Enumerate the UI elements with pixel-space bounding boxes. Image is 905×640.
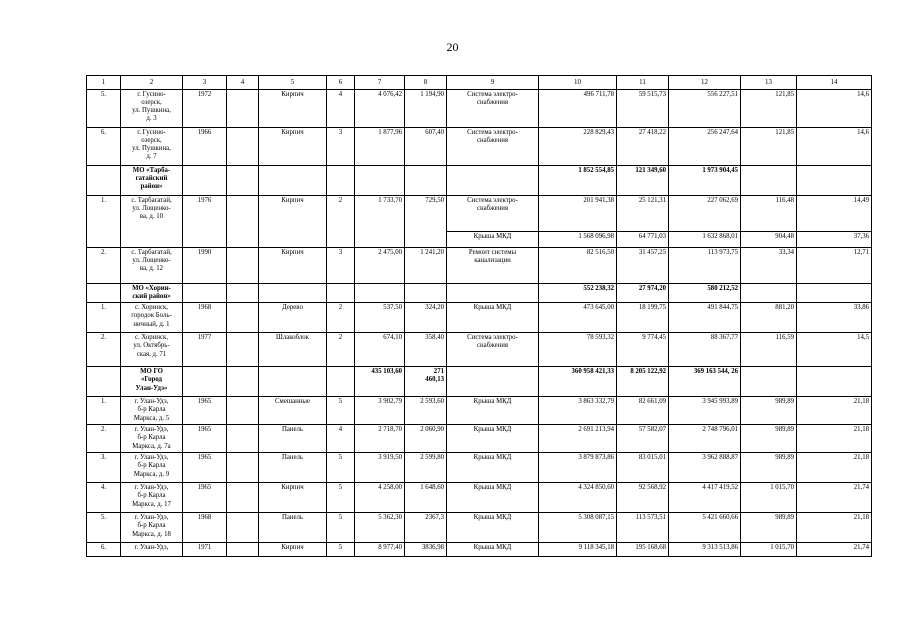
year-cell: 1972 bbox=[183, 90, 227, 128]
area-living-cell: 1 194,90 bbox=[405, 90, 447, 128]
cost-per-unit-cell: 881,20 bbox=[741, 303, 797, 333]
material-cell: Кирпич bbox=[259, 543, 327, 557]
material-cell: Кирпич bbox=[259, 196, 327, 248]
floors-cell: 2 bbox=[327, 333, 355, 367]
housing-repair-table bbox=[86, 75, 872, 557]
row-number-cell bbox=[87, 166, 121, 196]
rate-cell: 21,74 bbox=[797, 483, 872, 513]
rate-cell: 21,18 bbox=[797, 425, 872, 453]
cost-cell: 1 568 096,98 bbox=[539, 232, 617, 248]
empty-cell bbox=[227, 90, 259, 128]
rate-cell: 12,71 bbox=[797, 248, 872, 284]
cost-total-cell: 9 313 513,86 bbox=[669, 543, 741, 557]
cost-extra-cell: 121 349,60 bbox=[617, 166, 669, 196]
page-number: 20 bbox=[446, 40, 459, 54]
cost-cell: 1 852 554,85 bbox=[539, 166, 617, 196]
material-cell bbox=[259, 367, 327, 397]
rate-cell: 37,36 bbox=[797, 232, 872, 248]
area-living-cell bbox=[405, 284, 447, 303]
cost-cell: 473 645,00 bbox=[539, 303, 617, 333]
address-cell: г. Гусино- озерск, ул. Пушкина, д. 7 bbox=[121, 128, 183, 166]
cost-cell: 5 308 087,15 bbox=[539, 513, 617, 543]
column-number-cell: 8 bbox=[405, 76, 447, 90]
work-type-cell: Крыша МКД bbox=[447, 513, 539, 543]
address-cell: г. Улан-Удэ, б-р Карла Маркса, д. 18 bbox=[121, 513, 183, 543]
cost-extra-cell: 82 661,09 bbox=[617, 397, 669, 425]
address-cell: г. Гусино- озерск, ул. Пушкина, д. 3 bbox=[121, 90, 183, 128]
floors-cell: 4 bbox=[327, 425, 355, 453]
area-living-cell: 324,20 bbox=[405, 303, 447, 333]
row-number-cell: 1. bbox=[87, 397, 121, 425]
floors-cell bbox=[327, 166, 355, 196]
cost-total-cell: 556 227,51 bbox=[669, 90, 741, 128]
cost-total-cell: 580 212,52 bbox=[669, 284, 741, 303]
year-cell: 1971 bbox=[183, 543, 227, 557]
cost-per-unit-cell: 904,48 bbox=[741, 232, 797, 248]
cost-cell: 496 711,78 bbox=[539, 90, 617, 128]
floors-cell: 5 bbox=[327, 453, 355, 483]
material-cell: Панель bbox=[259, 453, 327, 483]
column-number-cell: 4 bbox=[227, 76, 259, 90]
address-cell: МО ГО «Город Улан-Удэ» bbox=[121, 367, 183, 397]
floors-cell: 2 bbox=[327, 196, 355, 248]
cost-per-unit-cell: 33,34 bbox=[741, 248, 797, 284]
row-number-cell: 5. bbox=[87, 90, 121, 128]
cost-per-unit-cell: 116,48 bbox=[741, 196, 797, 232]
material-cell: Панель bbox=[259, 513, 327, 543]
cost-total-cell: 491 844,75 bbox=[669, 303, 741, 333]
address-cell: с. Хоринск, городок Боль- ничный, д. 1 bbox=[121, 303, 183, 333]
table-row bbox=[87, 483, 872, 513]
area-living-cell: 3836,98 bbox=[405, 543, 447, 557]
area-total-cell: 8 977,40 bbox=[355, 543, 405, 557]
cost-total-cell: 3 962 888,87 bbox=[669, 453, 741, 483]
year-cell: 1976 bbox=[183, 196, 227, 248]
column-number-cell: 11 bbox=[617, 76, 669, 90]
cost-per-unit-cell: 121,85 bbox=[741, 90, 797, 128]
cost-total-cell: 113 973,75 bbox=[669, 248, 741, 284]
rate-cell: 21,18 bbox=[797, 397, 872, 425]
column-number-cell: 1 bbox=[87, 76, 121, 90]
row-number-cell: 6. bbox=[87, 128, 121, 166]
cost-total-cell: 369 163 544, 26 bbox=[669, 367, 741, 397]
column-number-cell: 5 bbox=[259, 76, 327, 90]
cost-per-unit-cell: 989,89 bbox=[741, 453, 797, 483]
table-row bbox=[87, 196, 872, 232]
empty-cell bbox=[227, 196, 259, 248]
column-number-cell: 9 bbox=[447, 76, 539, 90]
table-row bbox=[87, 397, 872, 425]
year-cell: 1965 bbox=[183, 397, 227, 425]
area-living-cell: 729,50 bbox=[405, 196, 447, 248]
cost-cell: 2 691 213,94 bbox=[539, 425, 617, 453]
area-living-cell: 2367,3 bbox=[405, 513, 447, 543]
column-number-cell: 12 bbox=[669, 76, 741, 90]
column-number-cell: 6 bbox=[327, 76, 355, 90]
row-number-cell: 2. bbox=[87, 248, 121, 284]
table-row bbox=[87, 333, 872, 367]
area-total-cell bbox=[355, 166, 405, 196]
cost-total-cell: 256 247,64 bbox=[669, 128, 741, 166]
address-cell: г. Улан-Удэ, б-р Карла Маркса, д. 9 bbox=[121, 453, 183, 483]
cost-cell: 201 941,38 bbox=[539, 196, 617, 232]
row-number-cell: 3. bbox=[87, 453, 121, 483]
area-total-cell bbox=[355, 284, 405, 303]
work-type-cell: Крыша МКД bbox=[447, 397, 539, 425]
area-living-cell: 2 060,90 bbox=[405, 425, 447, 453]
year-cell bbox=[183, 166, 227, 196]
rate-cell bbox=[797, 367, 872, 397]
table-row bbox=[87, 453, 872, 483]
empty-cell bbox=[227, 284, 259, 303]
rate-cell: 21,18 bbox=[797, 513, 872, 543]
row-number-cell: 2. bbox=[87, 333, 121, 367]
area-total-cell: 5 362,30 bbox=[355, 513, 405, 543]
rate-cell: 14,5 bbox=[797, 333, 872, 367]
work-type-cell: Ремонт системы канализации bbox=[447, 248, 539, 284]
cost-extra-cell: 57 582,07 bbox=[617, 425, 669, 453]
area-living-cell: 2 599,80 bbox=[405, 453, 447, 483]
rate-cell: 14,6 bbox=[797, 90, 872, 128]
address-cell: г. Улан-Удэ, б-р Карла Маркса, д. 17 bbox=[121, 483, 183, 513]
year-cell bbox=[183, 284, 227, 303]
cost-extra-cell: 8 205 122,92 bbox=[617, 367, 669, 397]
floors-cell bbox=[327, 367, 355, 397]
empty-cell bbox=[227, 513, 259, 543]
year-cell: 1965 bbox=[183, 453, 227, 483]
cost-cell: 3 863 332,79 bbox=[539, 397, 617, 425]
rate-cell bbox=[797, 166, 872, 196]
row-number-cell: 4. bbox=[87, 483, 121, 513]
area-total-cell: 1 733,70 bbox=[355, 196, 405, 248]
row-number-cell: 5. bbox=[87, 513, 121, 543]
cost-total-cell: 3 945 993,89 bbox=[669, 397, 741, 425]
area-total-cell: 3 902,79 bbox=[355, 397, 405, 425]
area-total-cell: 1 877,96 bbox=[355, 128, 405, 166]
cost-extra-cell: 92 568,92 bbox=[617, 483, 669, 513]
address-cell: с. Тарбагатай, ул. Лощенко- ва, д. 10 bbox=[121, 196, 183, 248]
work-type-cell: Крыша МКД bbox=[447, 543, 539, 557]
cost-extra-cell: 64 771,03 bbox=[617, 232, 669, 248]
cost-cell: 4 324 850,60 bbox=[539, 483, 617, 513]
row-number-cell: 1. bbox=[87, 303, 121, 333]
year-cell: 1966 bbox=[183, 128, 227, 166]
empty-cell bbox=[227, 483, 259, 513]
work-type-cell bbox=[447, 367, 539, 397]
area-living-cell: 271 460,13 bbox=[405, 367, 447, 397]
area-living-cell: 2 593,60 bbox=[405, 397, 447, 425]
rate-cell: 21,18 bbox=[797, 453, 872, 483]
table-row bbox=[87, 248, 872, 284]
work-type-cell: Система электро- снабжения bbox=[447, 90, 539, 128]
material-cell: Кирпич bbox=[259, 248, 327, 284]
cost-per-unit-cell bbox=[741, 284, 797, 303]
year-cell: 1965 bbox=[183, 425, 227, 453]
year-cell: 1990 bbox=[183, 248, 227, 284]
year-cell bbox=[183, 367, 227, 397]
cost-cell: 82 516,50 bbox=[539, 248, 617, 284]
column-number-cell: 2 bbox=[121, 76, 183, 90]
material-cell: Смешанные bbox=[259, 397, 327, 425]
cost-extra-cell: 25 121,31 bbox=[617, 196, 669, 232]
area-total-cell: 3 919,50 bbox=[355, 453, 405, 483]
address-cell: с. Тарбагатай, ул. Лощенко- ва, д. 12 bbox=[121, 248, 183, 284]
cost-extra-cell: 27 974,20 bbox=[617, 284, 669, 303]
table-row bbox=[87, 543, 872, 557]
column-number-cell: 10 bbox=[539, 76, 617, 90]
area-living-cell: 1 241,20 bbox=[405, 248, 447, 284]
area-total-cell: 4 076,42 bbox=[355, 90, 405, 128]
work-type-cell: Система электро- снабжения bbox=[447, 196, 539, 232]
cost-total-cell: 227 062,69 bbox=[669, 196, 741, 232]
cost-per-unit-cell: 121,85 bbox=[741, 128, 797, 166]
year-cell: 1965 bbox=[183, 483, 227, 513]
empty-cell bbox=[227, 367, 259, 397]
material-cell bbox=[259, 166, 327, 196]
area-living-cell: 358,40 bbox=[405, 333, 447, 367]
empty-cell bbox=[227, 453, 259, 483]
floors-cell: 5 bbox=[327, 397, 355, 425]
address-cell: МО «Тарба- гатайский район» bbox=[121, 166, 183, 196]
material-cell: Кирпич bbox=[259, 483, 327, 513]
cost-total-cell: 88 367,77 bbox=[669, 333, 741, 367]
year-cell: 1977 bbox=[183, 333, 227, 367]
floors-cell: 5 bbox=[327, 543, 355, 557]
rate-cell bbox=[797, 284, 872, 303]
empty-cell bbox=[227, 128, 259, 166]
cost-cell: 78 593,32 bbox=[539, 333, 617, 367]
cost-extra-cell: 18 199,75 bbox=[617, 303, 669, 333]
row-number-cell: 1. bbox=[87, 196, 121, 248]
empty-cell bbox=[227, 397, 259, 425]
cost-per-unit-cell bbox=[741, 367, 797, 397]
rate-cell: 21,74 bbox=[797, 543, 872, 557]
year-cell: 1968 bbox=[183, 513, 227, 543]
empty-cell bbox=[227, 333, 259, 367]
group-total-row bbox=[87, 284, 872, 303]
cost-per-unit-cell bbox=[741, 166, 797, 196]
address-cell: г. Улан-Удэ, б-р Карла Маркса, д. 7а bbox=[121, 425, 183, 453]
area-total-cell: 2 718,70 bbox=[355, 425, 405, 453]
work-type-cell bbox=[447, 284, 539, 303]
floors-cell: 3 bbox=[327, 248, 355, 284]
rate-cell: 14,6 bbox=[797, 128, 872, 166]
table-row bbox=[87, 425, 872, 453]
floors-cell: 4 bbox=[327, 90, 355, 128]
cost-total-cell: 4 417 419,52 bbox=[669, 483, 741, 513]
area-total-cell: 674,10 bbox=[355, 333, 405, 367]
work-type-cell bbox=[447, 166, 539, 196]
group-total-row bbox=[87, 367, 872, 397]
cost-extra-cell: 195 168,68 bbox=[617, 543, 669, 557]
table-row bbox=[87, 128, 872, 166]
material-cell bbox=[259, 284, 327, 303]
cost-cell: 9 118 345,18 bbox=[539, 543, 617, 557]
floors-cell: 5 bbox=[327, 483, 355, 513]
material-cell: Панель bbox=[259, 425, 327, 453]
material-cell: Шлакоблок bbox=[259, 333, 327, 367]
cost-per-unit-cell: 1 015,70 bbox=[741, 483, 797, 513]
area-living-cell bbox=[405, 166, 447, 196]
cost-cell: 360 958 421,33 bbox=[539, 367, 617, 397]
work-type-cell: Система электро- снабжения bbox=[447, 333, 539, 367]
work-type-cell: Система электро- снабжения bbox=[447, 128, 539, 166]
table-row bbox=[87, 303, 872, 333]
cost-extra-cell: 113 573,51 bbox=[617, 513, 669, 543]
empty-cell bbox=[227, 248, 259, 284]
row-number-cell bbox=[87, 284, 121, 303]
cost-total-cell: 5 421 660,66 bbox=[669, 513, 741, 543]
column-number-cell: 3 bbox=[183, 76, 227, 90]
work-type-cell: Крыша МКД bbox=[447, 483, 539, 513]
material-cell: Кирпич bbox=[259, 128, 327, 166]
cost-per-unit-cell: 989,89 bbox=[741, 425, 797, 453]
group-total-row bbox=[87, 166, 872, 196]
area-living-cell: 607,40 bbox=[405, 128, 447, 166]
cost-extra-cell: 59 515,73 bbox=[617, 90, 669, 128]
cost-per-unit-cell: 116,59 bbox=[741, 333, 797, 367]
cost-cell: 228 829,43 bbox=[539, 128, 617, 166]
cost-cell: 3 879 873,86 bbox=[539, 453, 617, 483]
table-row bbox=[87, 513, 872, 543]
area-total-cell: 2 475,00 bbox=[355, 248, 405, 284]
year-cell: 1968 bbox=[183, 303, 227, 333]
address-cell: МО «Хорин- ский район» bbox=[121, 284, 183, 303]
address-cell: г. Улан-Удэ, bbox=[121, 543, 183, 557]
address-cell: г. Улан-Удэ, б-р Карла Маркса, д. 5 bbox=[121, 397, 183, 425]
row-number-cell bbox=[87, 367, 121, 397]
empty-cell bbox=[227, 425, 259, 453]
area-total-cell: 4 258,00 bbox=[355, 483, 405, 513]
cost-per-unit-cell: 989,89 bbox=[741, 397, 797, 425]
area-total-cell: 537,50 bbox=[355, 303, 405, 333]
column-number-cell: 13 bbox=[741, 76, 797, 90]
empty-cell bbox=[227, 303, 259, 333]
floors-cell bbox=[327, 284, 355, 303]
cost-total-cell: 1 973 904,45 bbox=[669, 166, 741, 196]
row-number-cell: 2. bbox=[87, 425, 121, 453]
column-number-cell: 14 bbox=[797, 76, 872, 90]
material-cell: Кирпич bbox=[259, 90, 327, 128]
work-type-cell: Крыша МКД bbox=[447, 425, 539, 453]
material-cell: Дерево bbox=[259, 303, 327, 333]
cost-extra-cell: 31 457,25 bbox=[617, 248, 669, 284]
floors-cell: 5 bbox=[327, 513, 355, 543]
floors-cell: 3 bbox=[327, 128, 355, 166]
work-type-cell: Крыша МКД bbox=[447, 303, 539, 333]
cost-extra-cell: 83 015,01 bbox=[617, 453, 669, 483]
work-type-cell: Крыша МКД bbox=[447, 453, 539, 483]
work-type-cell: Крыша МКД bbox=[447, 232, 539, 248]
address-cell: с. Хоринск, ул. Октябрь- ская, д. 71 bbox=[121, 333, 183, 367]
table-row bbox=[87, 90, 872, 128]
rate-cell: 14,49 bbox=[797, 196, 872, 232]
row-number-cell: 6. bbox=[87, 543, 121, 557]
floors-cell: 2 bbox=[327, 303, 355, 333]
cost-per-unit-cell: 1 015,70 bbox=[741, 543, 797, 557]
area-total-cell: 435 103,60 bbox=[355, 367, 405, 397]
cost-per-unit-cell: 989,89 bbox=[741, 513, 797, 543]
column-number-cell: 7 bbox=[355, 76, 405, 90]
area-living-cell: 1 648,60 bbox=[405, 483, 447, 513]
cost-extra-cell: 9 774,45 bbox=[617, 333, 669, 367]
empty-cell bbox=[227, 166, 259, 196]
cost-total-cell: 1 632 868,01 bbox=[669, 232, 741, 248]
empty-cell bbox=[227, 543, 259, 557]
cost-cell: 552 238,32 bbox=[539, 284, 617, 303]
rate-cell: 33,86 bbox=[797, 303, 872, 333]
cost-extra-cell: 27 418,22 bbox=[617, 128, 669, 166]
column-number-row bbox=[87, 76, 872, 90]
cost-total-cell: 2 748 796,01 bbox=[669, 425, 741, 453]
